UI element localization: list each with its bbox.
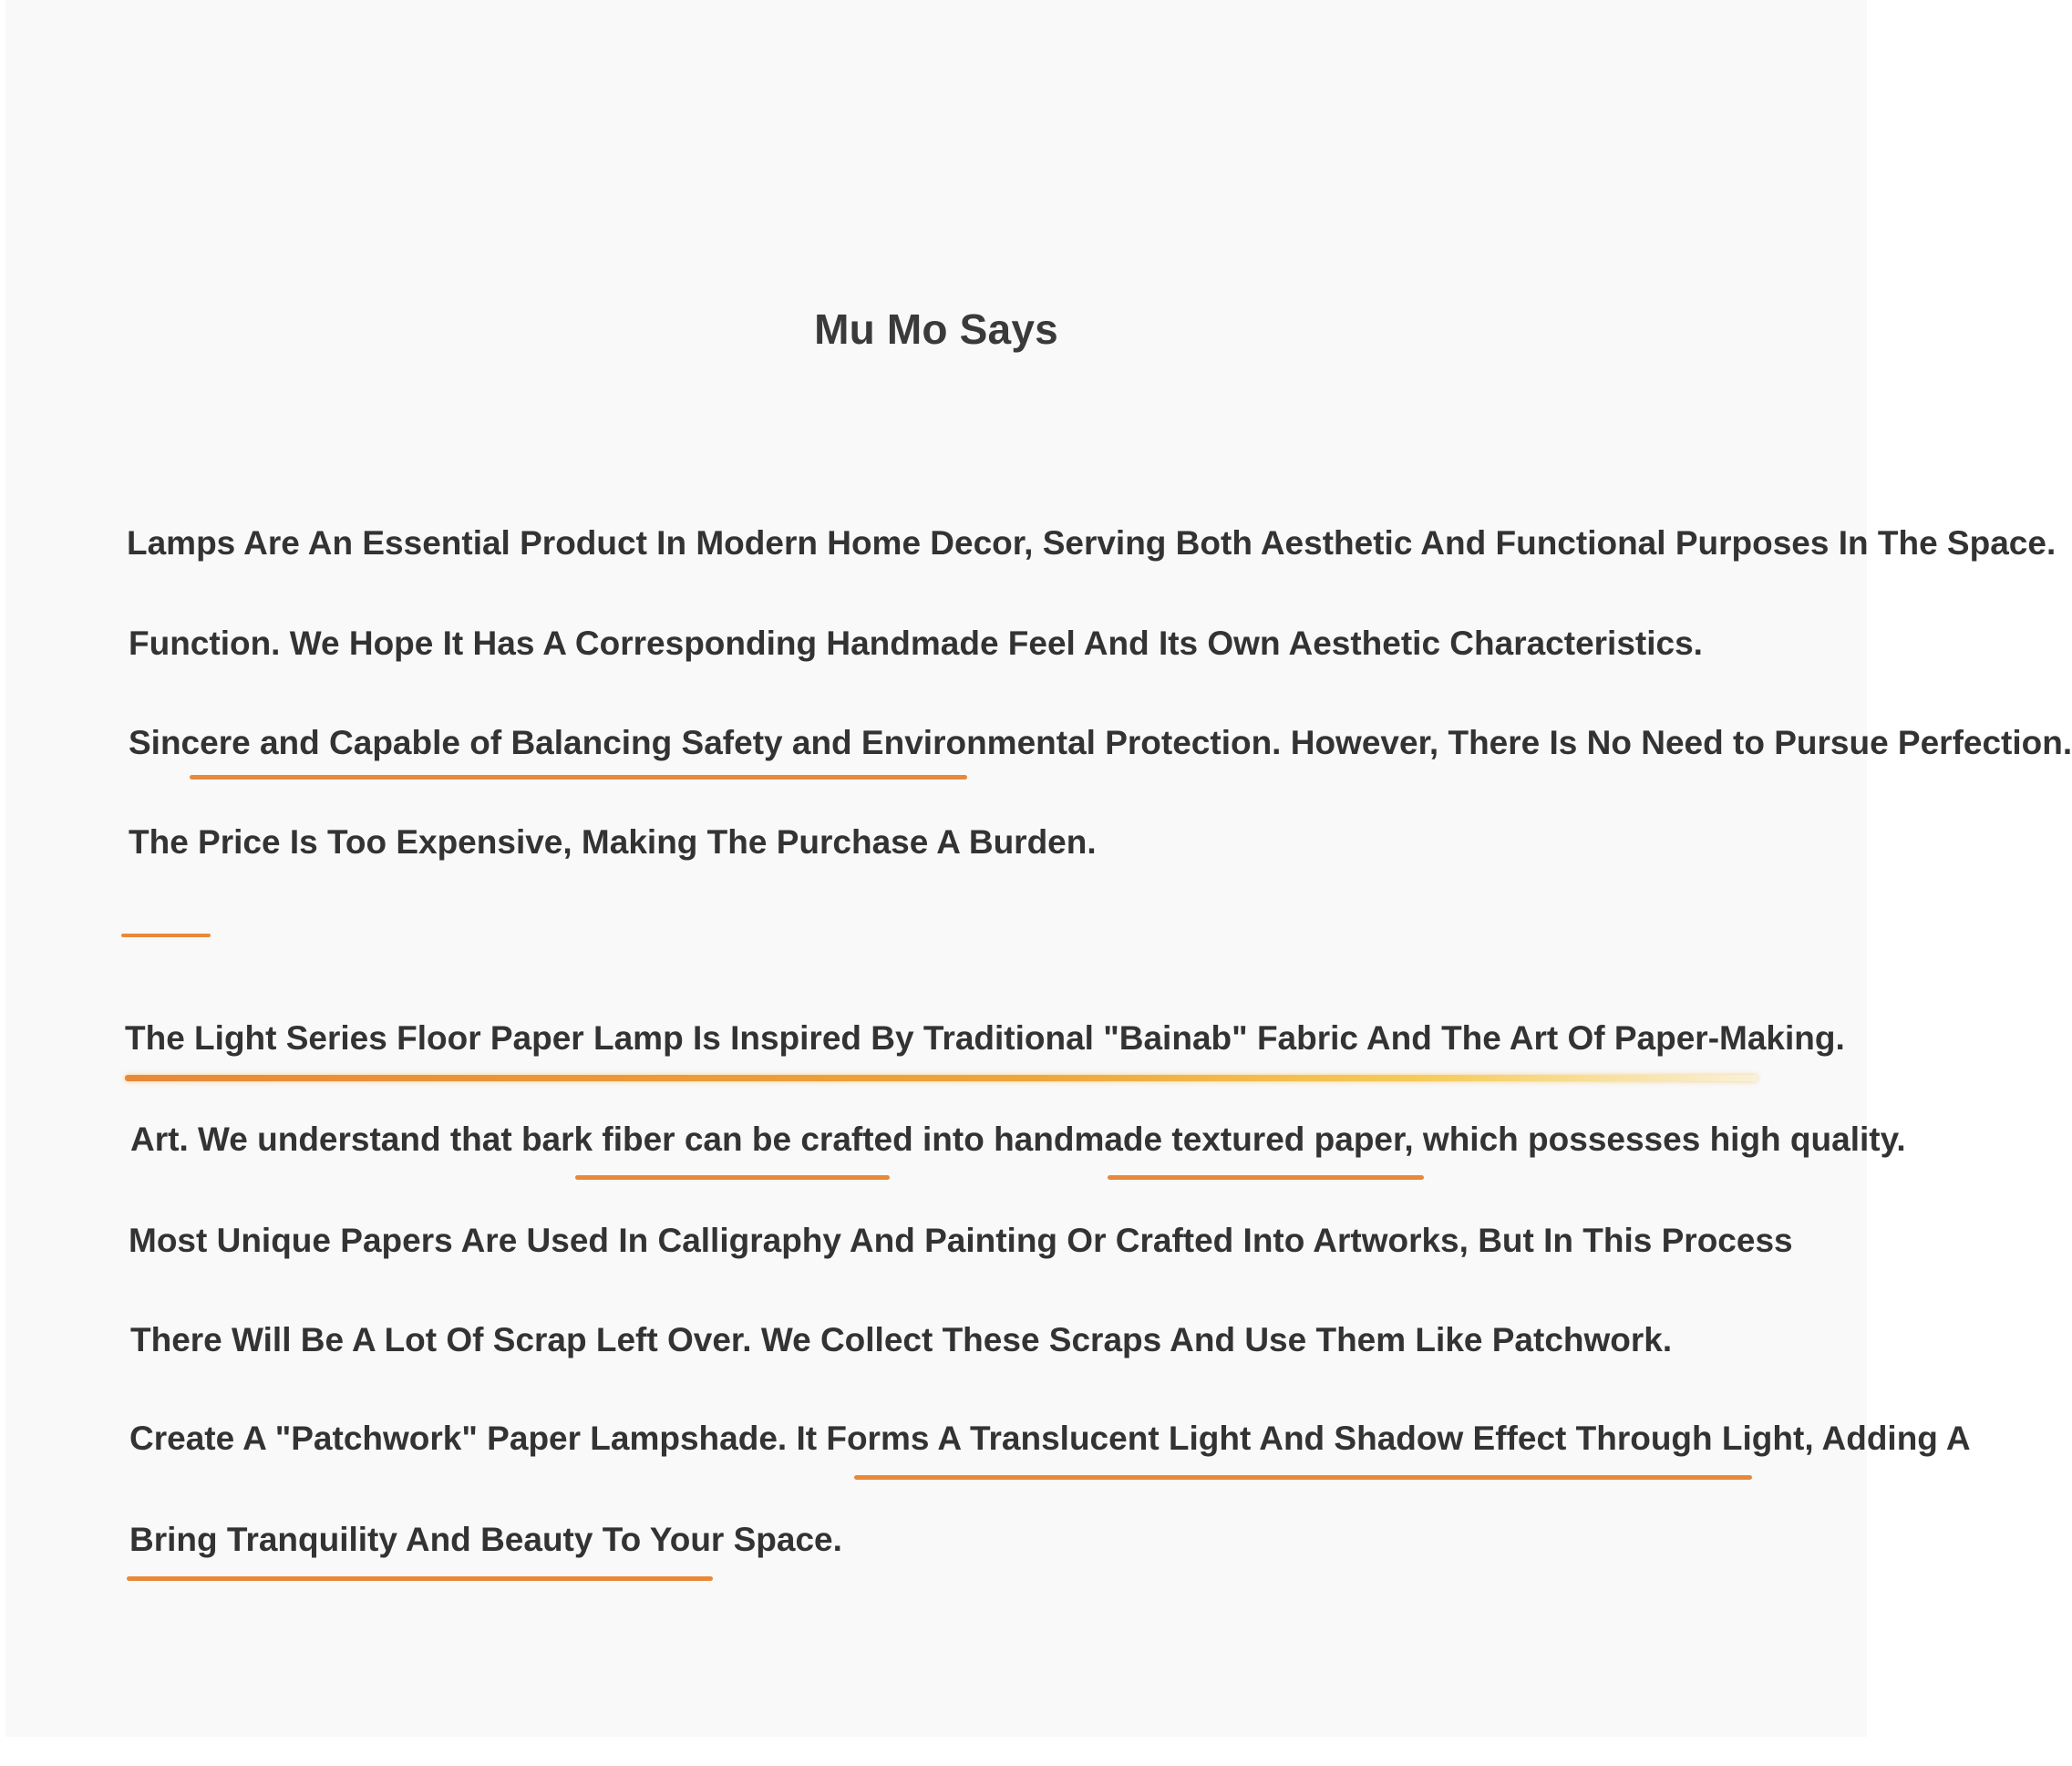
highlight-underline xyxy=(1108,1175,1424,1180)
highlight-underline xyxy=(190,775,967,780)
page-title: Mu Mo Says xyxy=(814,305,1058,353)
paragraph-1-line-1: Lamps Are An Essential Product In Modern Home Decor, Serving Both Aesthetic And Functional Purposes In The Space. xyxy=(127,524,2057,562)
page xyxy=(5,0,2072,1737)
paragraph-1-line-3: Sincere and Capable of Balancing Safety and Environmental Protection. However, There Is No Need to Pursue Perfection. xyxy=(129,724,2072,761)
highlight-underline xyxy=(575,1175,890,1180)
section-divider xyxy=(121,934,211,937)
paragraph-2-line-2: Art. We understand that bark fiber can be crafted into handmade textured paper, which possesses high quality. xyxy=(130,1121,1906,1158)
paragraph-2-line-3: Most Unique Papers Are Used In Calligraphy And Painting Or Crafted Into Artworks, But In This Process xyxy=(129,1222,1793,1259)
highlight-underline xyxy=(125,1075,1758,1081)
highlight-underline xyxy=(127,1576,713,1581)
highlight-underline xyxy=(854,1475,1752,1480)
paragraph-1-line-4: The Price Is Too Expensive, Making The Purchase A Burden. xyxy=(129,823,1097,861)
paragraph-1-line-2: Function. We Hope It Has A Corresponding Handmade Feel And Its Own Aesthetic Characteristics. xyxy=(129,625,1703,662)
paragraph-2-line-5: Create A "Patchwork" Paper Lampshade. It Forms A Translucent Light And Shadow Effect Through Light, Adding A xyxy=(129,1420,1971,1457)
paragraph-2-line-4: There Will Be A Lot Of Scrap Left Over. We Collect These Scraps And Use Them Like Patchwork. xyxy=(130,1321,1673,1358)
paragraph-2-line-1: The Light Series Floor Paper Lamp Is Inspired By Traditional "Bainab" Fabric And The Art Of Paper-Making. xyxy=(125,1019,1845,1057)
paragraph-2-line-6: Bring Tranquility And Beauty To Your Space. xyxy=(129,1521,842,1558)
